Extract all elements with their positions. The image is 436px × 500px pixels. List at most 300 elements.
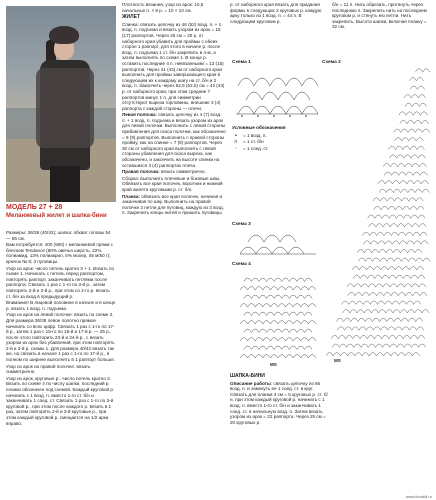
stitch-arc: [349, 301, 356, 305]
stitch-arc: [346, 335, 353, 339]
stitch-arc: [394, 129, 401, 133]
stitch-arc: [286, 355, 294, 359]
stitch-arc: [420, 172, 427, 176]
stitch-arc: [410, 267, 417, 271]
stitch-arc: [411, 344, 418, 348]
stitch-arc: [370, 232, 377, 236]
stitch-arc: [240, 355, 248, 359]
scheme-1-label: Схема 1: [232, 60, 251, 65]
stitch-arc: [384, 353, 391, 357]
stitch-arc: [348, 353, 355, 357]
stitch-arc: [393, 310, 400, 314]
stitch-arc: [326, 353, 333, 357]
stitch-arc: [364, 249, 371, 253]
stitch-arc: [263, 304, 271, 308]
stitch-arc: [410, 206, 417, 210]
stitch-arc: [408, 129, 415, 133]
stitch-arc: [405, 224, 412, 228]
stitch-arc: [369, 353, 376, 357]
stitch-arc: [366, 327, 373, 331]
stitch-arc: [267, 346, 275, 350]
stitch-arc: [404, 344, 411, 348]
stitch-arc: [371, 241, 378, 245]
legend-text: = 1 ст. б/н: [243, 139, 264, 144]
stitch-arc: [240, 338, 248, 342]
stitch-arc: [413, 232, 420, 236]
stitch-arc: [338, 335, 345, 339]
stitch-arc: [347, 284, 354, 288]
stitch-arc: [400, 249, 407, 253]
stitch-arc: [255, 355, 263, 359]
stitch-arc: [413, 292, 420, 296]
stitch-arc: [367, 335, 374, 339]
stitch-arc: [305, 329, 313, 333]
stitch-arc: [404, 215, 411, 219]
stitch-arc: [382, 275, 389, 279]
stitch-arc: [308, 338, 316, 342]
stitch-arc: [418, 95, 425, 99]
model-photo: [6, 6, 116, 202]
stitch-arc: [418, 275, 425, 279]
stitch-arc: [362, 292, 369, 296]
stitch-arc: [286, 304, 294, 308]
stitch-arc: [422, 310, 429, 314]
stitch-arc: [358, 258, 365, 262]
stitch-arc: [414, 120, 421, 124]
stitch-arc: [414, 241, 421, 245]
stitch-arc: [336, 318, 343, 322]
paragraph: Узор из арок на левой полочке: вязать по схеме 2. Для размера 36/38 левое полотно прямое начинать со всех цифр. Связать 1 раз с 1-го по 17-й р., затем 1 раз с 15-го по 16-й и 17-й р. — 25 р., после этого повторить 23-й и 24-й р., с вязать узором из арок без убавлений, при этом повторять 2-й и 3-й р. схемы 1. Для размера 40/42 вязать так же, но связать в начале 1 раз с 1-го по 17-й р., в полном по ширине выполнять в 1 раппорт больше.: [6, 312, 116, 363]
stitch-arc: [406, 232, 413, 236]
stitch-arc: [251, 295, 259, 299]
stitch-arc: [240, 287, 248, 291]
stitch-arc: [240, 304, 248, 308]
stitch-arc: [289, 312, 297, 316]
stitch-arc: [407, 241, 414, 245]
stitch-arc: [248, 338, 256, 342]
stitch-arc: [332, 344, 339, 348]
stitch-arc: [289, 346, 297, 350]
stitch-arc: [240, 321, 248, 325]
footer-url: www.ktoskill.ru: [405, 494, 432, 499]
stitch-arc: [416, 198, 423, 202]
stitch-arc: [384, 172, 391, 176]
stitch-arc: [358, 318, 365, 322]
stitch-arc: [355, 292, 362, 296]
stitch-arc: [392, 181, 399, 185]
stitch-arc: [355, 353, 362, 357]
scheme-4-label: Схема 4: [232, 262, 251, 267]
stitch-arc: [361, 344, 368, 348]
stitch-arc: [398, 163, 405, 167]
stitch-arc: [267, 312, 275, 316]
stitch-arc: [416, 318, 423, 322]
stitch-arc: [407, 181, 414, 185]
stitch-arc: [371, 310, 378, 314]
stitch-arc: [380, 198, 387, 202]
ms-label-4: MS: [270, 362, 277, 367]
stitch-arc: [409, 258, 416, 262]
stitch-arc: [263, 338, 271, 342]
stitch-arc: [333, 353, 340, 357]
stitch-arc: [373, 327, 380, 331]
stitch-arc: [414, 301, 421, 305]
stitch-arc: [305, 295, 313, 299]
stitch-arc: [408, 249, 415, 253]
stitch-arc: [404, 95, 411, 99]
stitch-arc: [368, 284, 375, 288]
legend-item: [232, 146, 312, 153]
stitch-arc: [373, 198, 380, 202]
stitch-arc: [393, 189, 400, 193]
stitch-arc: [297, 278, 305, 282]
stitch-arc: [403, 206, 410, 210]
stitch-arc: [423, 69, 430, 73]
stitch-arc: [255, 287, 263, 291]
stitch-arc: [419, 224, 426, 228]
legend-text: = 1 соед. ст.: [243, 145, 269, 151]
stitch-arc: [403, 335, 410, 339]
stitch-arc: [388, 267, 395, 271]
stitch-arc: [401, 189, 408, 193]
stitch-arc: [340, 353, 347, 357]
stitch-arc: [248, 355, 256, 359]
stitch-arc: [360, 335, 367, 339]
stitch-arc: [308, 287, 316, 291]
stitch-arc: [297, 329, 305, 333]
column-hat-continued: р. от наборного края вязать для придания формы в следующих 2 круговых р. каждую арку только из 1 возд. п. = 44 п. В следующем круговом р.: [230, 2, 322, 24]
stitch-arc: [365, 258, 372, 262]
stitch-arc: [412, 284, 419, 288]
stitch-arc: [387, 258, 394, 262]
stitch-arc: [369, 292, 376, 296]
stitch-arc: [251, 329, 259, 333]
stitch-arc: [251, 346, 259, 350]
stitch-arc: [422, 189, 429, 193]
stitch-arc: [391, 232, 398, 236]
stitch-arc: [383, 224, 390, 228]
stitch-arc: [267, 278, 275, 282]
stitch-arc: [301, 338, 309, 342]
stitch-arc: [409, 138, 416, 142]
stitch-arc: [407, 120, 414, 124]
stitch-arc: [384, 292, 391, 296]
stitch-arc: [409, 198, 416, 202]
stitch-arc: [406, 112, 413, 116]
stitch-arc: [419, 284, 426, 288]
stitch-arc: [267, 295, 275, 299]
section-heading-hat: ШАПКА-БИНИ: [230, 373, 265, 379]
stitch-arc: [248, 304, 256, 308]
stitch-arc: [373, 258, 380, 262]
stitch-arc: [344, 318, 351, 322]
stitch-arc: [274, 312, 282, 316]
stitch-arc: [293, 321, 301, 325]
stitch-arc: [398, 353, 405, 357]
scheme-2-label: Схема 2: [322, 60, 341, 65]
stitch-arc: [289, 295, 297, 299]
stitch-arc: [263, 287, 271, 291]
stitch-arc: [399, 112, 406, 116]
stitch-arc: [409, 327, 416, 331]
stitch-arc: [297, 312, 305, 316]
paragraph: Размеры: 36/38 (40/42); шапка: обхват головы 54 — 56 см.: [6, 230, 111, 241]
stitch-arc: [376, 284, 383, 288]
stitch-arc: [394, 258, 401, 262]
stitch-arc: [278, 321, 286, 325]
stitch-arc: [402, 198, 409, 202]
stitch-arc: [364, 310, 371, 314]
scheme-1-chart: [232, 68, 322, 120]
single-crochet-icon: ∩: [234, 139, 238, 145]
stitch-arc: [385, 301, 392, 305]
stitch-arc: [396, 146, 403, 150]
stitch-arc: [419, 344, 426, 348]
stitch-arc: [270, 338, 278, 342]
stitch-arc: [360, 275, 367, 279]
paragraph: Описание работы: связать цепочку из 66 возд. п. и замкнуть ее 1 соед. ст. в круг. Связать для планки 4 см = 5 круговых р. ст. б/н, при этом каждый круговой р. начинать с 1 возд. п. вместо 1-го ст. б/н и заканчивать 1 соед. ст. в начальную возд. п. Затем вязать узором из арок = 22 раппорта. Через 25 см = 20 круговых р.: [230, 380, 328, 425]
stitch-arc: [397, 344, 404, 348]
stitch-arc: [359, 327, 366, 331]
stitch-arc: [405, 353, 412, 357]
stitch-arc: [408, 318, 415, 322]
stitch-arc: [403, 146, 410, 150]
stitch-arc: [401, 318, 408, 322]
stitch-arc: [416, 258, 423, 262]
stitch-arc: [255, 338, 263, 342]
stitch-arc: [263, 355, 271, 359]
stitch-arc: [372, 249, 379, 253]
stitch-arc: [293, 355, 301, 359]
stitch-arc: [390, 224, 397, 228]
scheme-4-chart: [236, 270, 320, 368]
stitch-arc: [375, 215, 382, 219]
stitch-arc: [387, 318, 394, 322]
paragraph: Левая полочка: связать цепочку из 4 (7) возд. п. + 1 возд. п. подъема и вязать узором из арок для левой полочки. Выполнить с левой стороны прибавления для скоса полочки, как обозначено = 8 (9) раппортов. Выполнить с правой стороны пройму, как на спинке = 7 (8) раппортов. Через 30 см от наборного края выполнить с левой стороны убавления для скоса выреза, как обозначено, и закончить на высоте спинки на оставшихся 3 (4) раппортах плеча.: [122, 112, 226, 168]
stitch-arc: [402, 327, 409, 331]
stitch-arc: [282, 312, 290, 316]
stitch-arc: [407, 310, 414, 314]
stitch-arc: [421, 241, 428, 245]
stitch-arc: [392, 301, 399, 305]
stitch-arc: [244, 312, 252, 316]
stitch-arc: [415, 310, 422, 314]
stitch-arc: [421, 120, 428, 124]
stitch-arc: [389, 335, 396, 339]
stitch-arc: [397, 224, 404, 228]
stitch-arc: [357, 310, 364, 314]
stitch-arc: [379, 189, 386, 193]
stitch-arc: [415, 189, 422, 193]
stitch-arc: [396, 335, 403, 339]
stitch-arc: [386, 249, 393, 253]
stitch-arc: [379, 249, 386, 253]
stitch-arc: [400, 181, 407, 185]
stitch-arc: [408, 189, 415, 193]
stitch-arc: [274, 329, 282, 333]
stitch-arc: [361, 284, 368, 288]
stitch-arc: [368, 344, 375, 348]
stitch-arc: [401, 258, 408, 262]
stitch-arc: [274, 346, 282, 350]
stitch-arc: [416, 138, 423, 142]
stitch-arc: [391, 353, 398, 357]
chain-stitch-icon: •: [234, 132, 238, 139]
stitch-arc: [331, 335, 338, 339]
stitch-arc: [278, 304, 286, 308]
stitch-arc: [308, 304, 316, 308]
stitch-arc: [293, 338, 301, 342]
legend-title: Условные обозначения: [232, 125, 286, 130]
stitch-arc: [372, 318, 379, 322]
stitch-arc: [389, 215, 396, 219]
model-subtitle: Меланжевый жилет и шапка-бини: [6, 213, 107, 219]
stitch-arc: [420, 112, 427, 116]
stitch-arc: [267, 329, 275, 333]
paragraph: Планка: обвязать все края полочек, начиная и заканчивая по шву. Выполнить на правой полочке 3 петли для пуговиц, каждую из 3 возд. п. Закрепить концы нитей и пришить пуговицы.: [122, 193, 224, 216]
stitch-arc: [278, 287, 286, 291]
stitch-arc: [385, 181, 392, 185]
stitch-arc: [293, 304, 301, 308]
stitch-arc: [263, 321, 271, 325]
stitch-arc: [305, 278, 313, 282]
stitch-arc: [297, 295, 305, 299]
stitch-arc: [411, 155, 418, 159]
stitch-arc: [370, 301, 377, 305]
stitch-arc: [308, 355, 316, 359]
stitch-arc: [378, 181, 385, 185]
stitch-arc: [244, 329, 252, 333]
stitch-arc: [375, 275, 382, 279]
stitch-arc: [393, 249, 400, 253]
stitch-arc: [395, 138, 402, 142]
stitch-arc: [379, 310, 386, 314]
stitch-arc: [420, 232, 427, 236]
stitch-arc: [363, 301, 370, 305]
stitch-arc: [270, 355, 278, 359]
stitch-arc: [398, 232, 405, 236]
paragraph: Внимание! В лицевой половине в начале и в конце р. вязать 1 возд. п. подъема.: [6, 300, 116, 311]
stitch-arc: [417, 267, 424, 271]
stitch-arc: [399, 172, 406, 176]
stitch-arc: [259, 278, 267, 282]
stitch-arc: [419, 163, 426, 167]
stitch-arc: [343, 310, 350, 314]
stitch-arc: [396, 275, 403, 279]
stitch-arc: [412, 353, 419, 357]
stitch-arc: [382, 335, 389, 339]
stitch-arc: [293, 287, 301, 291]
stitch-arc: [406, 301, 413, 305]
stitch-arc: [390, 284, 397, 288]
stitch-arc: [362, 353, 369, 357]
stitch-arc: [381, 267, 388, 271]
stitch-arc: [395, 206, 402, 210]
stitch-arc: [359, 267, 366, 271]
stitch-arc: [385, 241, 392, 245]
stitch-arc: [374, 267, 381, 271]
stitch-arc: [412, 103, 419, 107]
stitch-arc: [423, 258, 430, 262]
stitch-arc: [381, 206, 388, 210]
stitch-arc: [259, 346, 267, 350]
stitch-arc: [282, 346, 290, 350]
stitch-arc: [392, 241, 399, 245]
stitch-arc: [421, 181, 428, 185]
stitch-arc: [394, 318, 401, 322]
stitch-arc: [411, 215, 418, 219]
stitch-arc: [248, 321, 256, 325]
paragraph: Спинка: связать цепочку из 46 (52) возд. п. + 1 возд. п. подъема и вязать узором из арок = 15 (17) раппортов. Через 25 см = 20 р. от наборного края убавить для проймы с обеих сторон 1 раппорт, для этого в начале р. после возд. п. подъема 1 ст. б/н закрепить в 4-м, а затем выполнять по схеме 1. В конце р. оставить последние 4 п. невязанными = 13 (15) раппортов. Через 41 (43) см от наборного края выполнить для проймы завершающего края в следующем их к каждому шагу на ст. б/н и 2 возд. п. Закончить через 52,5 (53,5) см = 42 (43) р. от наборного края, при этом средние 7 раппортов минус 1 п. для симметрии отсутствуют выреза горловины, внешние 3 (4) раппорта с каждой стороны — плечи.: [122, 21, 225, 111]
ms-label: MS: [334, 358, 341, 363]
stitch-arc: [397, 284, 404, 288]
stitch-arc: [368, 215, 375, 219]
stitch-arc: [301, 355, 309, 359]
stitch-arc: [286, 338, 294, 342]
stitch-arc: [412, 224, 419, 228]
stitch-arc: [419, 103, 426, 107]
stitch-arc: [386, 189, 393, 193]
stitch-arc: [305, 346, 313, 350]
stitch-arc: [354, 284, 361, 288]
stitch-arc: [301, 304, 309, 308]
model-title: МОДЕЛЬ 27 + 28: [6, 204, 63, 211]
stitch-arc: [420, 292, 427, 296]
slip-stitch-icon: ◦: [234, 145, 238, 152]
stitch-arc: [388, 206, 395, 210]
stitch-arc: [286, 287, 294, 291]
stitch-arc: [377, 232, 384, 236]
stitch-arc: [390, 163, 397, 167]
stitch-arc: [415, 129, 422, 133]
stitch-arc: [395, 267, 402, 271]
stitch-arc: [356, 301, 363, 305]
column-materials: [6, 230, 116, 494]
scheme-3-chart: [236, 228, 320, 258]
stitch-arc: [400, 310, 407, 314]
paragraph: Узор из арок, круговые р.: число петель кратно 3. Вязать по схеме 4 по числу шапки, последний р. планки обозначен под схемой. Каждый круговой р. начинать с 1 возд. п. вместо 1-го ст. б/н и заканчивать 1 соед. ст. Связать 1 раз с 1-го по 3-й круговой р., при этом после каждого р. вязать в 1 раз, затем повторять 2-й и 3-й круговые р., при этом каждый круговой р. смещается на 1/2 арки вправо.: [6, 375, 115, 426]
stitch-arc: [411, 275, 418, 279]
column-hat: [230, 372, 328, 494]
stitch-arc: [401, 129, 408, 133]
stitch-arc: [270, 321, 278, 325]
stitch-arc: [383, 163, 390, 167]
stitch-arc: [352, 327, 359, 331]
stitch-arc: [378, 241, 385, 245]
stitch-arc: [259, 312, 267, 316]
paragraph: Правая полочка: вязать симметрично.: [122, 169, 206, 175]
stitch-arc: [405, 103, 412, 107]
stitch-arc: [417, 146, 424, 150]
stitch-arc: [376, 224, 383, 228]
stitch-arc: [402, 267, 409, 271]
stitch-arc: [388, 327, 395, 331]
stitch-arc: [289, 329, 297, 333]
stitch-arc: [339, 344, 346, 348]
stitch-arc: [417, 86, 424, 90]
stitch-arc: [255, 304, 263, 308]
stitch-arc: [411, 95, 418, 99]
stitch-arc: [378, 301, 385, 305]
stitch-arc: [376, 353, 383, 357]
stitch-arc: [337, 327, 344, 331]
stitch-arc: [377, 292, 384, 296]
stitch-arc: [417, 206, 424, 210]
stitch-arc: [259, 295, 267, 299]
stitch-arc: [418, 335, 425, 339]
stitch-arc: [389, 155, 396, 159]
stitch-arc: [394, 198, 401, 202]
